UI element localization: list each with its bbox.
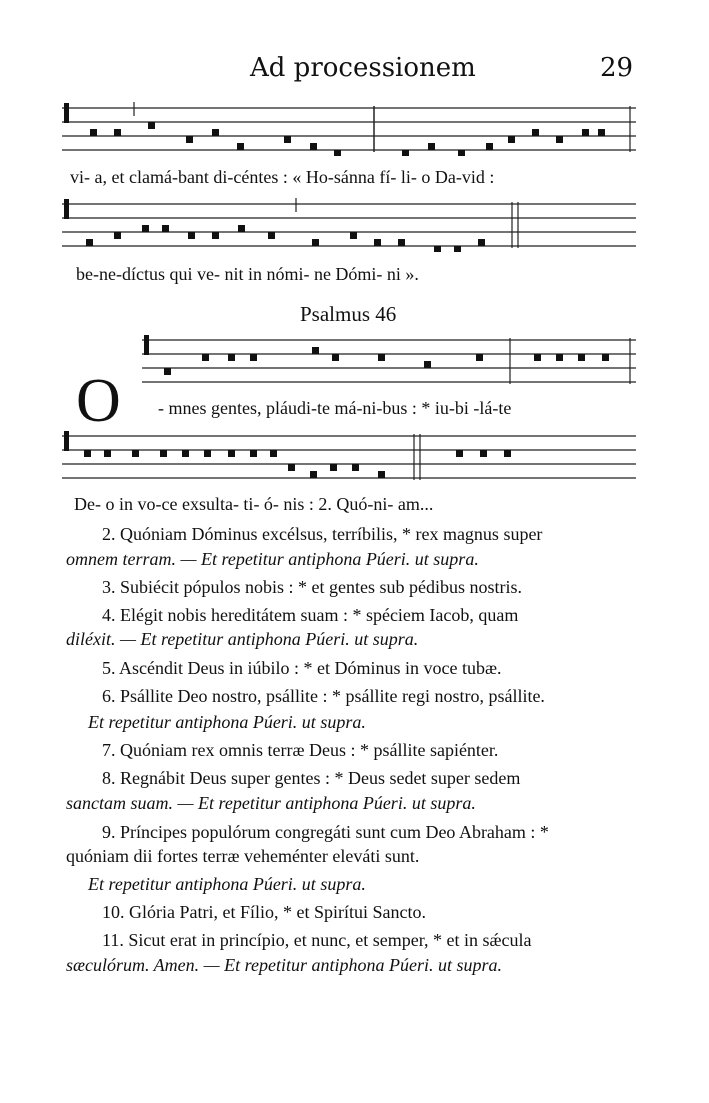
chant-staff-2: [62, 196, 636, 258]
chant-staff-4: [62, 428, 636, 490]
verse-4-line-1: 4. Elégit nobis hereditátem suam : * spéciem Iacob, quam: [102, 605, 519, 625]
psalm-label: Psalmus 46: [300, 302, 397, 326]
page-number: 29: [600, 53, 634, 83]
verse-8-line-2: sanctam suam. — Et repetitur antiphona Púeri. ut supra.: [66, 793, 476, 813]
verse-7: 7. Quóniam rex omnis terræ Deus : * psállite sapiénter.: [102, 740, 499, 760]
verse-6-line-2: Et repetitur antiphona Púeri. ut supra.: [88, 712, 366, 732]
verse-9-line-2: quóniam dii fortes terræ veheménter eleváti sunt.: [66, 846, 420, 866]
initial-letter: O: [76, 367, 121, 435]
lyrics-line-2: be-ne-díctus qui ve- nit in nómi- ne Dómi- ni ».: [76, 264, 419, 284]
verse-2-line-2: omnem terram. — Et repetitur antiphona Púeri. ut supra.: [66, 549, 479, 569]
page-title: Ad processionem: [250, 53, 476, 83]
lyrics-line-1: vi- a, et clamá-bant di-céntes : « Ho-sánna fí- li- o Da-vid :: [70, 167, 495, 187]
verse-8-line-1: 8. Regnábit Deus super gentes : * Deus sedet super sedem: [102, 768, 521, 788]
neume-group-4: [64, 431, 511, 478]
verse-9-line-1: 9. Príncipes populórum congregáti sunt cum Deo Abraham : *: [102, 822, 549, 842]
verse-11-line-2: sæculórum. Amen. — Et repetitur antiphona Púeri. ut supra.: [66, 955, 502, 975]
lyrics-line-3: - mnes gentes, pláudi-te má-ni-bus : * iu-bi -lá-te: [158, 398, 512, 418]
neume-group-2: [64, 199, 485, 252]
verse-9-rubric: Et repetitur antiphona Púeri. ut supra.: [88, 874, 366, 894]
verse-2-line-1: 2. Quóniam Dóminus excélsus, terríbilis, * rex magnus super: [102, 524, 543, 544]
neume-group-3: [144, 335, 609, 375]
chant-staff-3: [142, 332, 636, 394]
neume-group-1: [64, 103, 605, 156]
verse-11-line-1: 11. Sicut erat in princípio, et nunc, et semper, * et in sǽcula: [102, 930, 532, 950]
verse-4-line-2: diléxit. — Et repetitur antiphona Púeri. ut supra.: [66, 629, 419, 649]
chant-staff-1: [62, 100, 636, 162]
verse-10: 10. Glória Patri, et Fílio, * et Spirítui Sancto.: [102, 902, 426, 922]
verse-6-line-1: 6. Psállite Deo nostro, psállite : * psállite regi nostro, psállite.: [102, 686, 545, 706]
verse-5: 5. Ascéndit Deus in iúbilo : * et Dóminus in voce tubæ.: [102, 658, 502, 678]
verse-3: 3. Subiécit pópulos nobis : * et gentes sub pédibus nostris.: [102, 577, 522, 597]
lyrics-line-4: De- o in vo-ce exsulta- ti- ó- nis : 2. Quó-ni- am...: [74, 494, 434, 514]
